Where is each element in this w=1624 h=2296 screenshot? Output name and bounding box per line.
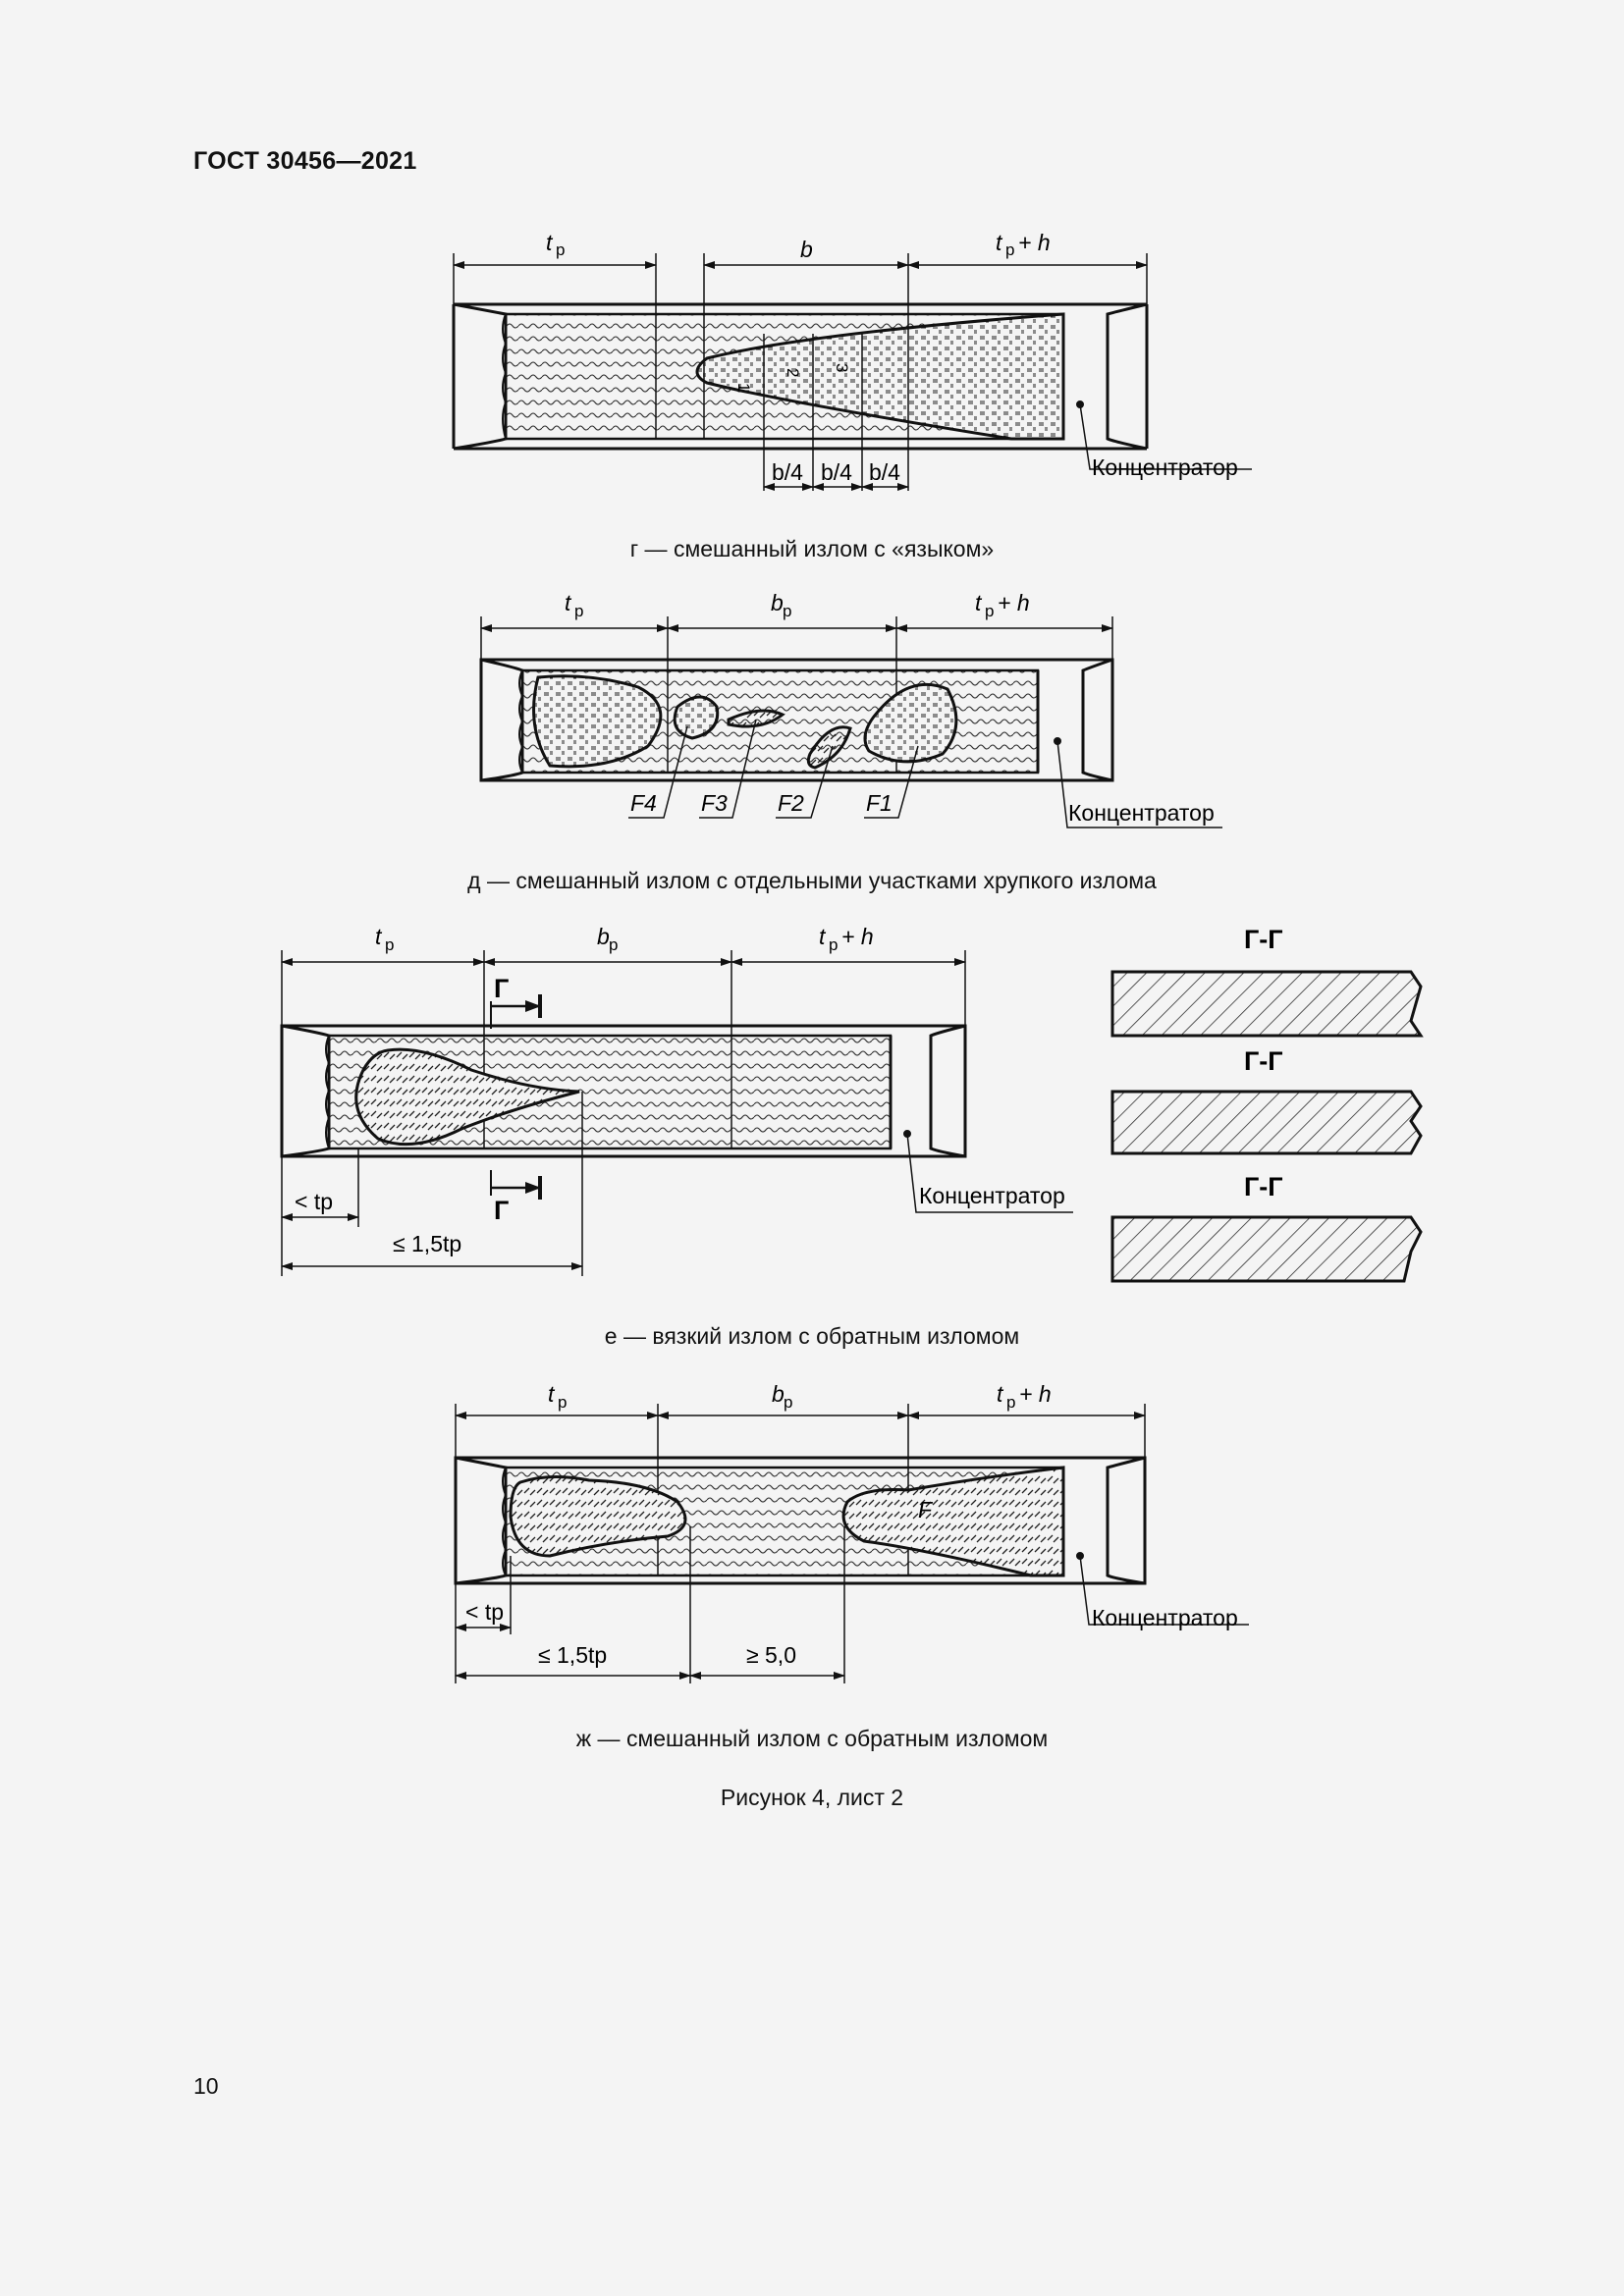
concentrator-label-d: Концентратор bbox=[1068, 800, 1215, 826]
svg-text:р: р bbox=[556, 240, 566, 259]
concentrator-label-zh: Концентратор bbox=[1092, 1605, 1238, 1630]
caption-e: е — вязкий излом с обратным изломом bbox=[604, 1323, 1020, 1349]
svg-text:b: b bbox=[771, 590, 784, 615]
figure-title: Рисунок 4, лист 2 bbox=[720, 1785, 904, 1810]
section-titles bbox=[1244, 925, 1283, 1201]
svg-text:+ h: + h bbox=[998, 590, 1030, 615]
concentrator-label-e: Концентратор bbox=[919, 1183, 1065, 1208]
dim-b-quarter-3: b/4 bbox=[869, 459, 900, 485]
svg-text:р: р bbox=[829, 935, 839, 954]
dim-le-tp-zh: ≤ 1,5tр bbox=[538, 1642, 608, 1668]
caption-g: г — смешанный излом с «языком» bbox=[629, 536, 995, 561]
svg-text:р: р bbox=[385, 935, 395, 954]
svg-text:t: t bbox=[819, 924, 826, 949]
area-label-f2: F2 bbox=[778, 790, 804, 816]
caption-d: д — смешанный излом с отдельными участками хрупкого излома bbox=[467, 868, 1157, 893]
document-number: ГОСТ 30456—2021 bbox=[193, 147, 417, 175]
dim-le-tp-e: ≤ 1,5tр bbox=[393, 1231, 462, 1256]
section-mark-top: Г bbox=[494, 974, 510, 1003]
svg-text:+ h: + h bbox=[1019, 1381, 1052, 1407]
area-label-f: F bbox=[918, 1497, 933, 1522]
dim-t: t bbox=[546, 230, 553, 255]
section-title-2: Г-Г bbox=[1244, 1046, 1283, 1076]
dim-lt-tp-e: < tр bbox=[295, 1189, 334, 1214]
caption-zh: ж — смешанный излом с обратным изломом bbox=[575, 1726, 1049, 1751]
area-label-f3: F3 bbox=[701, 790, 728, 816]
svg-text:b: b bbox=[772, 1381, 785, 1407]
figure-e-drawing bbox=[282, 950, 1073, 1276]
svg-text:+ h: + h bbox=[1018, 230, 1051, 255]
svg-text:р: р bbox=[1006, 1393, 1016, 1412]
figure-d-drawing bbox=[481, 616, 1222, 828]
svg-text:р: р bbox=[558, 1393, 568, 1412]
dim-ge-5: ≥ 5,0 bbox=[746, 1642, 796, 1668]
svg-text:t: t bbox=[548, 1381, 555, 1407]
svg-text:+ h: + h bbox=[841, 924, 874, 949]
svg-text:р: р bbox=[985, 602, 995, 620]
section-mark-bottom: Г bbox=[494, 1196, 510, 1225]
svg-text:р: р bbox=[609, 935, 619, 954]
svg-text:t: t bbox=[996, 230, 1002, 255]
svg-text:t: t bbox=[975, 590, 982, 615]
svg-text:р: р bbox=[784, 1393, 793, 1412]
svg-text:t: t bbox=[565, 590, 571, 615]
area-label-f4: F4 bbox=[630, 790, 657, 816]
section-title-1: Г-Г bbox=[1244, 925, 1283, 954]
dim-b: b bbox=[800, 237, 813, 262]
svg-text:р: р bbox=[574, 602, 584, 620]
svg-text:t: t bbox=[375, 924, 382, 949]
concentrator-label-g: Концентратор bbox=[1092, 454, 1238, 480]
svg-text:р: р bbox=[1005, 240, 1015, 259]
svg-text:р: р bbox=[783, 602, 792, 620]
dim-b-quarter-2: b/4 bbox=[821, 459, 852, 485]
area-label-f1: F1 bbox=[866, 790, 893, 816]
page-number: 10 bbox=[193, 2073, 219, 2099]
section-title-3: Г-Г bbox=[1244, 1172, 1283, 1201]
svg-text:b: b bbox=[597, 924, 610, 949]
dim-lt-tp-zh: < tр bbox=[465, 1599, 505, 1625]
section-views bbox=[1112, 972, 1421, 1281]
svg-text:t: t bbox=[997, 1381, 1003, 1407]
zone-label-1: 1 bbox=[734, 383, 753, 393]
dim-b-quarter-1: b/4 bbox=[772, 459, 803, 485]
zone-label-3: 3 bbox=[833, 363, 851, 373]
zone-label-2: 2 bbox=[784, 368, 802, 378]
